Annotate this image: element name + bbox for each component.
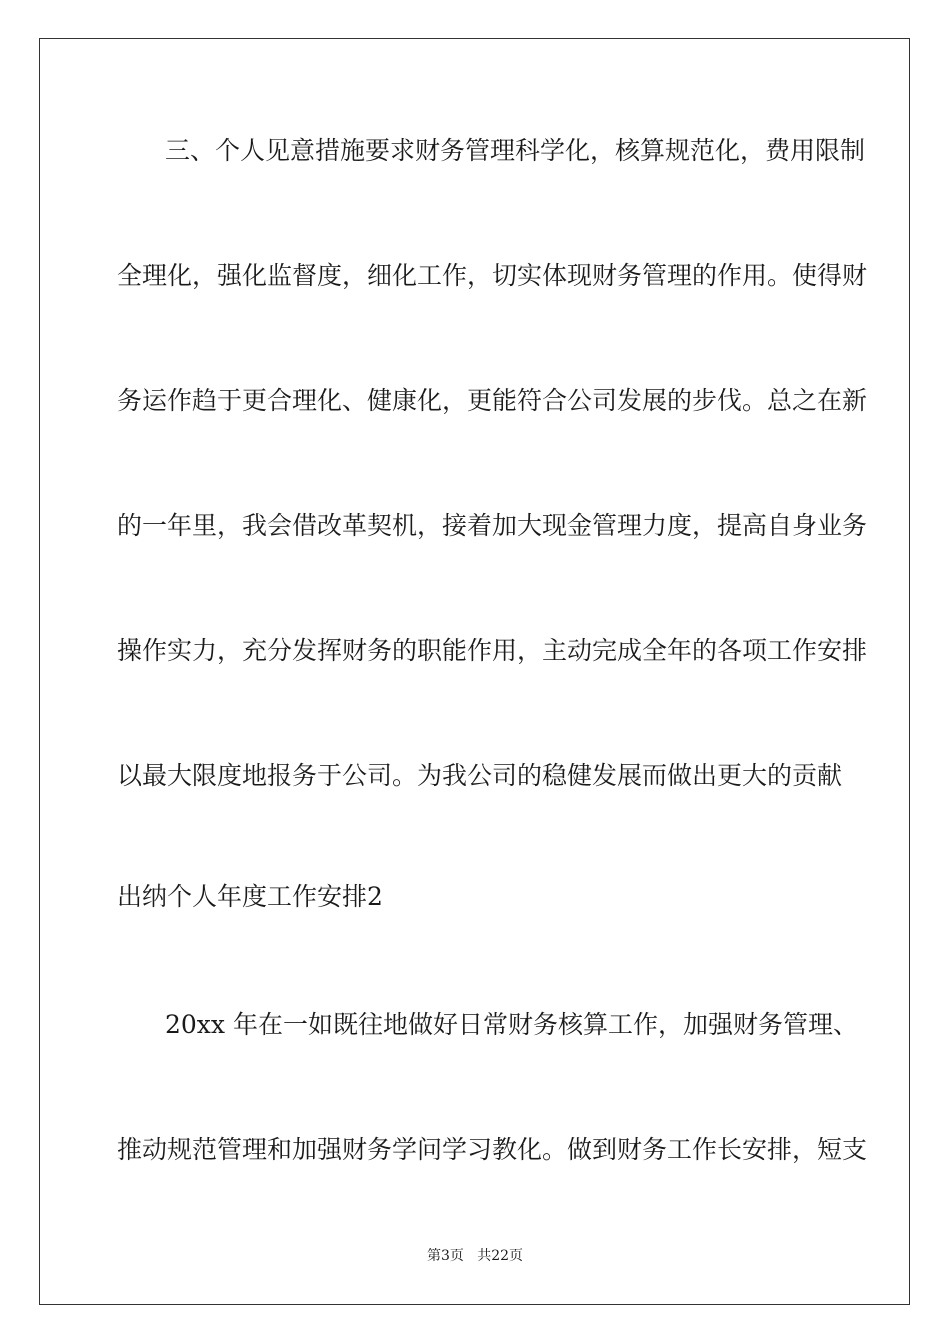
paragraph-line-6: 以最大限度地报务于公司。为我公司的稳健发展而做出更大的贡献 bbox=[117, 761, 843, 790]
paragraph-line-2: 全理化，强化监督度，细化工作，切实体现财务管理的作用。使得财 bbox=[117, 261, 868, 290]
paragraph-line-5: 操作实力，充分发挥财务的职能作用，主动完成全年的各项工作安排 bbox=[117, 636, 868, 665]
page-number-footer bbox=[0, 1247, 950, 1265]
paragraph2-line-2: 推动规范管理和加强财务学问学习教化。做到财务工作长安排，短支 bbox=[117, 1135, 868, 1164]
paragraph-line-1: 三、个人见意措施要求财务管理科学化，核算规范化，费用限制 bbox=[165, 136, 866, 165]
paragraph-line-3: 务运作趋于更合理化、健康化，更能符合公司发展的步伐。总之在新 bbox=[117, 386, 868, 415]
section-heading: 出纳个人年度工作安排2 bbox=[117, 882, 383, 911]
paragraph2-line-1: 20xx 年在一如既往地做好日常财务核算工作，加强财务管理、 bbox=[165, 1010, 858, 1039]
page-border bbox=[39, 38, 910, 1305]
paragraph-line-4: 的一年里，我会借改革契机，接着加大现金管理力度，提高自身业务 bbox=[117, 511, 868, 540]
page-number-label: 第3页 共22页 bbox=[426, 1248, 524, 1264]
